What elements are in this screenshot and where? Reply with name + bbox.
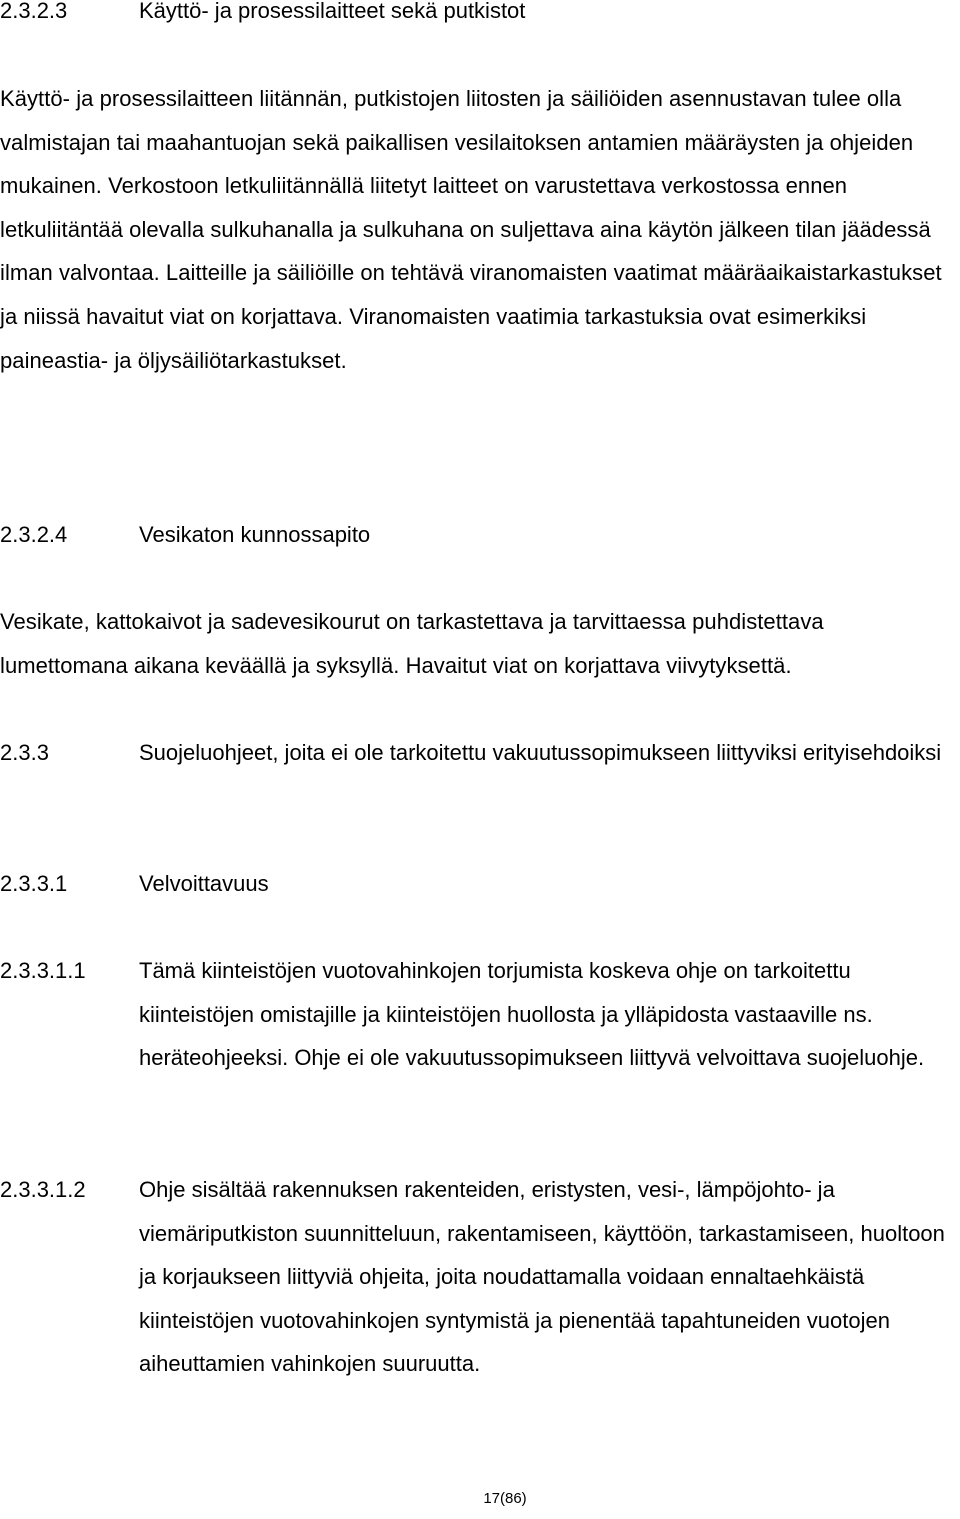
section-heading-2-3-2-3 xyxy=(0,0,960,32)
page-number: 17(86) xyxy=(483,1490,527,1507)
section-heading-2-3-3 xyxy=(0,731,960,774)
section-number: 2.3.2.4 xyxy=(0,522,68,547)
section-heading-2-3-3-1 xyxy=(0,862,960,905)
section-title: Käyttö- ja prosessilaitteet sekä putkistot xyxy=(139,0,526,23)
item-number: 2.3.3.1.1 xyxy=(0,958,86,983)
item-number: 2.3.3.1.2 xyxy=(0,1177,86,1202)
item-text: Tämä kiinteistöjen vuotovahinkojen torjumista koskeva ohje on tarkoitettu kiinteistöjen omistajille ja kiinteistöjen huollosta ja ylläpidosta vastaaville ns. heräteohjeeksi. Ohje ei ole vakuutussopimukseen liittyvä velvoittava suojeluohje. xyxy=(139,958,925,1071)
section-number: 2.3.2.3 xyxy=(0,0,68,23)
section-paragraph-2-3-2-3: Käyttö- ja prosessilaitteen liitännän, putkistojen liitosten ja säiliöiden asennustavan tulee olla valmistajan tai maahantuojan sekä paikallisen vesilaitoksen antamien määräysten ja ohjeiden mukainen. Verkostoon letkuliitännällä liitetyt laitteet on varustettava verkostossa ennen letkuliitäntää olevalla sulkuhanalla ja sulkuhana on suljettava aina käytön jälkeen tilan jäädessä ilman valvontaa. Laitteille ja säiliöille on tehtävä viranomaisten vaatimat määräaikaistarkastukset ja niissä havaitut viat on korjattava. Viranomaisten vaatimia tarkastuksia ovat esimerkiksi paineastia- ja öljysäiliötarkastukset. xyxy=(0,86,942,373)
item-text: Ohje sisältää rakennuksen rakenteiden, eristysten, vesi-, lämpöjohto- ja viemäriputkiston suunnitteluun, rakentamiseen, käyttöön, tarkastamiseen, huoltoon ja korjaukseen liittyviä ohjeita, joita noudattamalla voidaan ennaltaehkäistä kiinteistöjen vuotovahinkojen syntymistä ja pienentää tapahtuneiden vuotojen aiheuttamien vahinkojen suuruutta. xyxy=(139,1177,945,1377)
section-paragraph-2-3-2-4: Vesikate, kattokaivot ja sadevesikourut on tarkastettava ja tarvittaessa puhdistettava lumettomana aikana keväällä ja syksyllä. Havaitut viat on korjattava viivytyksettä. xyxy=(0,609,824,678)
numbered-item-2-3-3-1-2 xyxy=(0,1168,960,1386)
section-title: Vesikaton kunnossapito xyxy=(139,522,371,547)
section-title: Suojeluohjeet, joita ei ole tarkoitettu vakuutussopimukseen liittyviksi erityisehdoiksi xyxy=(139,740,942,765)
section-number: 2.3.3.1 xyxy=(0,871,68,896)
section-title: Velvoittavuus xyxy=(139,871,269,896)
section-number: 2.3.3 xyxy=(0,740,49,765)
numbered-item-2-3-3-1-1 xyxy=(0,949,960,1080)
section-heading-2-3-2-4 xyxy=(0,513,960,556)
